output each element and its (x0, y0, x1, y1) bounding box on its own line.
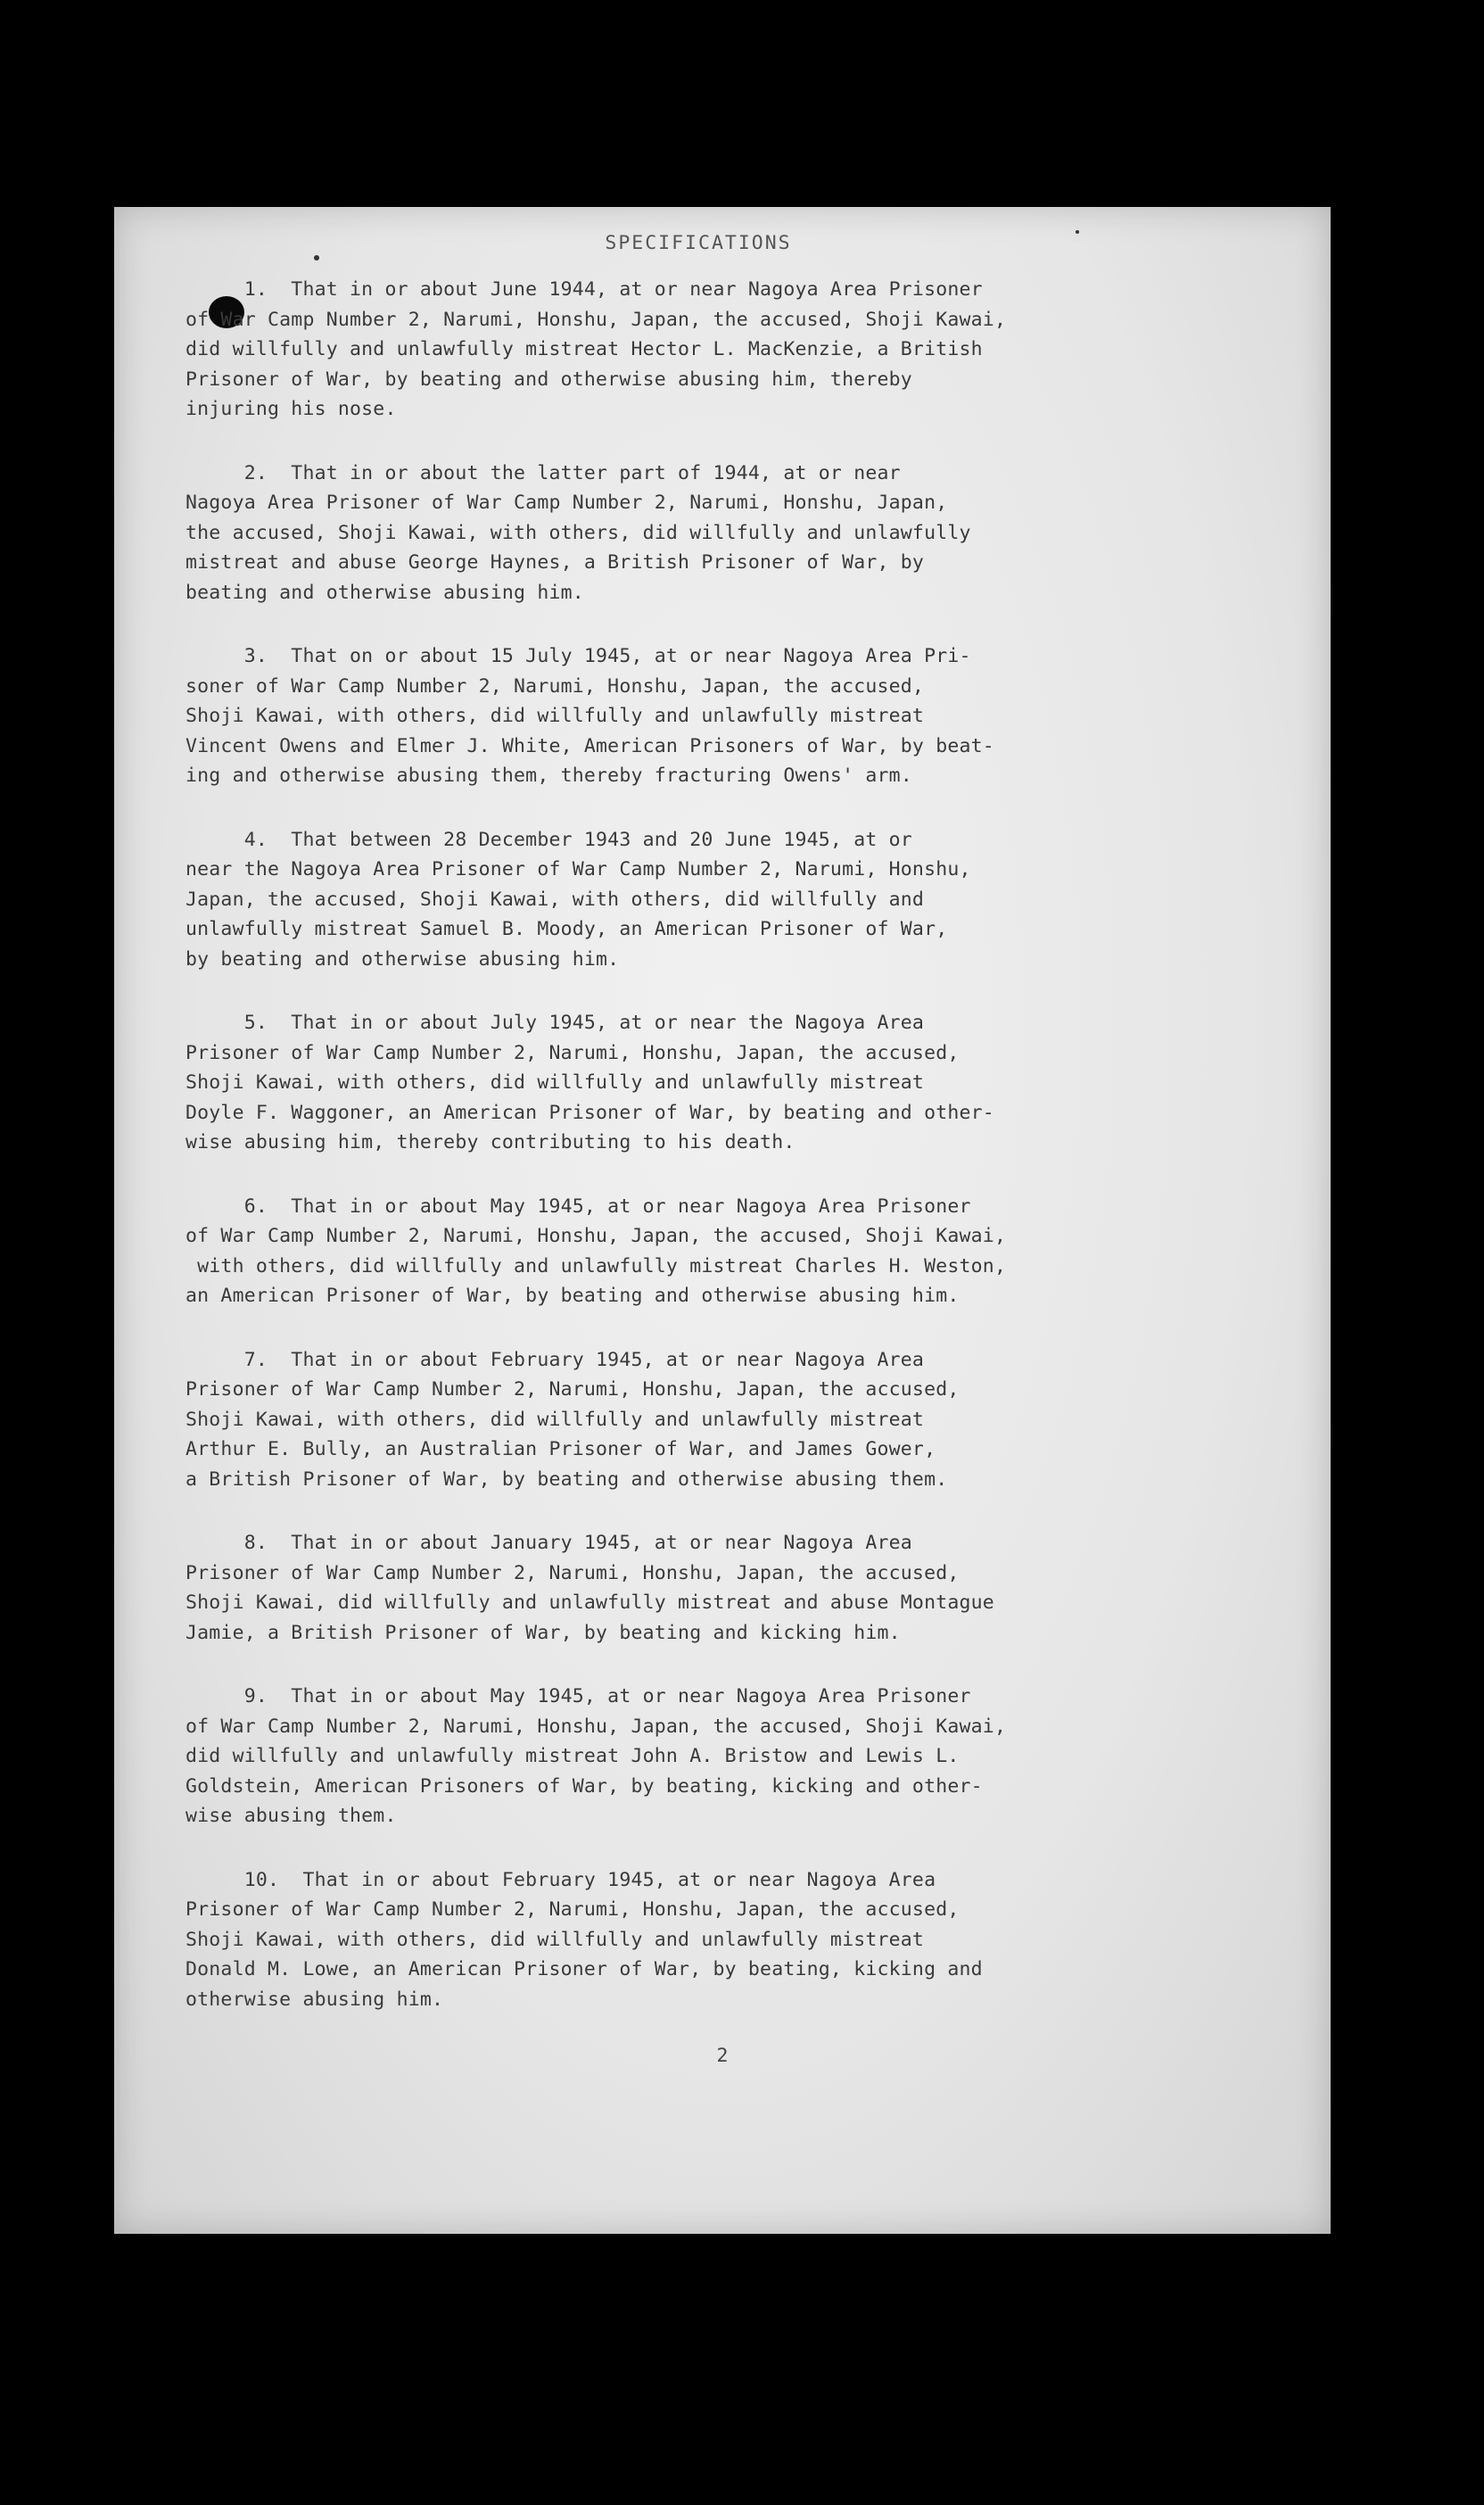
specification-line: Shoji Kawai, with others, did willfully and unlawfully mistreat (186, 1408, 925, 1431)
specification-line: Prisoner of War Camp Number 2, Narumi, Honshu, Japan, the accused, (186, 1378, 960, 1401)
specification-line: soner of War Camp Number 2, Narumi, Honshu, Japan, the accused, (186, 674, 925, 698)
specifications-list (186, 275, 1211, 2014)
specification-line: Vincent Owens and Elmer J. White, American Prisoners of War, by beat- (186, 734, 994, 757)
specification-5 (186, 1008, 1211, 1158)
specification-1 (186, 275, 1211, 425)
specification-line: 5. That in or about July 1945, at or near the Nagoya Area (186, 1012, 925, 1034)
specification-line: Nagoya Area Prisoner of War Camp Number 2, Narumi, Honshu, Japan, (186, 492, 948, 514)
specification-line: of War Camp Number 2, Narumi, Honshu, Japan, the accused, Shoji Kawai, (186, 1225, 1007, 1247)
specification-line: Prisoner of War Camp Number 2, Narumi, Honshu, Japan, the accused, (186, 1561, 960, 1584)
specification-line: wise abusing him, thereby contributing to his death. (186, 1131, 796, 1153)
specification-line: Prisoner of War Camp Number 2, Narumi, Honshu, Japan, the accused, (186, 1898, 960, 1921)
specification-2 (186, 459, 1211, 608)
specification-10 (186, 1865, 1211, 2015)
specification-line: unlawfully mistreat Samuel B. Moody, an American Prisoner of War, (186, 918, 948, 940)
specification-line: Shoji Kawai, did willfully and unlawfully mistreat and abuse Montague (186, 1591, 994, 1614)
specification-line: of War Camp Number 2, Narumi, Honshu, Japan, the accused, Shoji Kawai, (186, 1715, 1007, 1738)
specification-line: Shoji Kawai, with others, did willfully and unlawfully mistreat (186, 1928, 925, 1951)
specification-line: Donald M. Lowe, an American Prisoner of War, by beating, kicking and (186, 1958, 983, 1980)
specification-8 (186, 1528, 1211, 1648)
document-title: SPECIFICATIONS (605, 232, 792, 254)
specification-9 (186, 1682, 1211, 1831)
specification-line: an American Prisoner of War, by beating and otherwise abusing him. (186, 1285, 960, 1307)
specification-line: near the Nagoya Area Prisoner of War Camp Number 2, Narumi, Honshu, (186, 858, 971, 880)
specification-line: with others, did willfully and unlawfully mistreat Charles H. Weston, (186, 1254, 1007, 1277)
specification-line: 9. That in or about May 1945, at or near Nagoya Area Prisoner (186, 1685, 971, 1707)
specification-line: 3. That on or about 15 July 1945, at or near Nagoya Area Pri- (186, 645, 971, 667)
specification-3 (186, 641, 1211, 791)
specification-line: mistreat and abuse George Haynes, a British Prisoner of War, by (186, 551, 925, 574)
specification-line: the accused, Shoji Kawai, with others, did willfully and unlawfully (186, 521, 971, 544)
specification-line: by beating and otherwise abusing him. (186, 947, 620, 971)
specification-line: 8. That in or about January 1945, at or near Nagoya Area (186, 1532, 912, 1554)
specification-line: Shoji Kawai, with others, did willfully and unlawfully mistreat (186, 1071, 925, 1094)
specification-line: 1. That in or about June 1944, at or near Nagoya Area Prisoner (186, 278, 983, 301)
page-number: 2 (716, 2045, 729, 2067)
specification-line: injuring his nose. (186, 398, 397, 420)
specification-line: Shoji Kawai, with others, did willfully and unlawfully mistreat (186, 705, 925, 727)
specification-line: 10. That in or about February 1945, at or near Nagoya Area (186, 1868, 936, 1891)
specification-line: otherwise abusing him. (186, 1988, 444, 2011)
specification-line: 4. That between 28 December 1943 and 20 June 1945, at or (186, 828, 912, 851)
specification-line: did willfully and unlawfully mistreat Hector L. MacKenzie, a British (186, 338, 983, 360)
specification-line: Doyle F. Waggoner, an American Prisoner of War, by beating and other- (186, 1101, 994, 1124)
specification-line: beating and otherwise abusing him. (186, 581, 584, 604)
specification-line: Prisoner of War, by beating and otherwise abusing him, thereby (186, 368, 912, 391)
specification-line: Goldstein, American Prisoners of War, by beating, kicking and other- (186, 1774, 983, 1798)
specification-line: 2. That in or about the latter part of 1944, at or near (186, 461, 901, 484)
specification-line: a British Prisoner of War, by beating and otherwise abusing them. (186, 1467, 948, 1491)
specification-line: wise abusing them. (186, 1805, 397, 1827)
specification-line: did willfully and unlawfully mistreat John A. Bristow and Lewis L. (186, 1745, 960, 1767)
specification-line: ing and otherwise abusing them, thereby fracturing Owens' arm. (186, 765, 912, 787)
specification-line: Japan, the accused, Shoji Kawai, with others, did willfully and (186, 888, 925, 911)
specification-7 (186, 1345, 1211, 1495)
specification-line: Prisoner of War Camp Number 2, Narumi, Honshu, Japan, the accused, (186, 1041, 960, 1064)
specification-line: 6. That in or about May 1945, at or near Nagoya Area Prisoner (186, 1195, 971, 1218)
document-body (186, 230, 1211, 2048)
specification-line: Jamie, a British Prisoner of War, by beating and kicking him. (186, 1621, 901, 1644)
specification-line: 7. That in or about February 1945, at or near Nagoya Area (186, 1348, 925, 1371)
specification-line: Arthur E. Bully, an Australian Prisoner of War, and James Gower, (186, 1438, 936, 1460)
specification-6 (186, 1192, 1211, 1311)
specification-line: of War Camp Number 2, Narumi, Honshu, Japan, the accused, Shoji Kawai, (186, 308, 1007, 331)
specification-4 (186, 825, 1211, 975)
